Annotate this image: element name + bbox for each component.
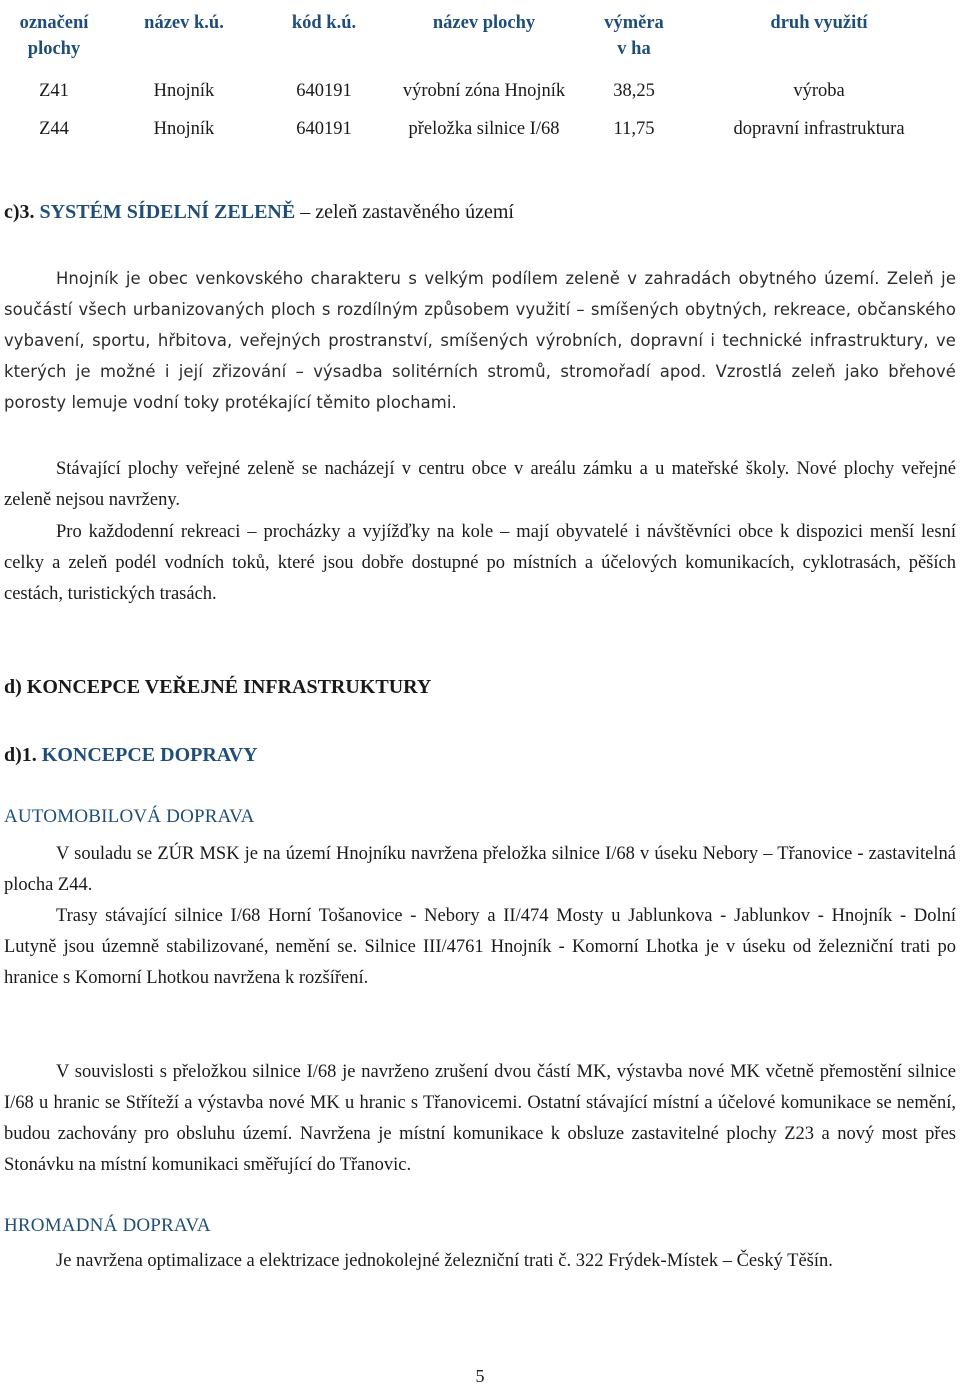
table-cell: 11,75 [613,118,655,139]
heading-title: KONCEPCE DOPRAVY [41,744,258,766]
table-cell: výrobní zóna Hnojník [402,80,566,101]
subheading-automobilova: AUTOMOBILOVÁ DOPRAVA [4,806,255,827]
table-cell: 640191 [296,118,352,139]
paragraph: V souvislosti s přeložkou silnice I/68 je navrženo zrušení dvou částí MK, výstavba nové MK včetně přemostění silnice I/68 u hranic se Stříteží a výstavba nové MK u hranic s Třanovicemi. Ostatní stávající místní a účelové komunikace se nemění, budou zachovány pro obsluhu území. Navržena je místní komunikace k obsluze zastavitelné plochy Z23 a nový most přes Stonávku na místní komunikaci směřující do Třanovic. [4,1062,956,1175]
table-cell: výroba [793,80,845,101]
table-cell: přeložka silnice I/68 [408,118,560,139]
table-row [4,110,954,148]
section-heading-d: d) KONCEPCE VEŘEJNÉ INFRASTRUKTURY [4,676,432,698]
paragraph: Trasy stávající silnice I/68 Horní Tošanovice - Nebory a II/474 Mosty u Jablunkova - Jablunkov - Hnojník - Dolní Lutyně jsou územně stabilizované, nemění se. Silnice III/4761 Hnojník - Komorní Lhotka je v úseku od železniční trati po hranice s Komorní Lhotkou navržena k rozšíření. [4,906,956,988]
paragraph: Pro každodenní rekreaci – procházky a vyjížďky na kole – mají obyvatelé i návštěvníci obce k dispozici menší lesní celky a zeleň podél vodních toků, které jsou dobře dostupné po místních a účelových komunikacích, cyklotrasách, pěších cestách, turistických trasách. [4,522,956,604]
paragraph: V souladu se ZÚR MSK je na území Hnojníku navržena přeložka silnice I/68 v úseku Nebory – Třanovice - zastavitelná plocha Z44. [4,844,956,895]
table-cell: 640191 [296,80,352,101]
table-cell: 38,25 [613,80,655,101]
table-cell: Hnojník [153,80,215,101]
areas-table [4,4,954,148]
heading-prefix: c)3. [4,201,40,223]
column-header: druh využití [770,13,868,33]
page-number: 5 [475,1366,485,1386]
paragraph: Stávající plochy veřejné zeleně se nacházejí v centru obce v areálu zámku a u mateřské školy. Nové plochy veřejné zeleně nejsou navrženy. [4,459,956,510]
table-cell: Z44 [39,118,69,139]
paragraph: Hnojník je obec venkovského charakteru s velkým podílem zeleně v zahradách obytného území. Zeleň je součástí všech urbanizovaných ploch s rozdílným způsobem využití – smíšených obytných, rekreace, občanského vybavení, sportu, hřbitova, veřejných prostranství, smíšených výrobních, dopravní i technické infrastruktury, ve kterých je možné i její zřizování – výsadba solitérních stromů, stromořadí apod. Vzrostlá zeleň jako břehové porosty lemuje vodní toky protékající těmito plochami. [4,269,956,412]
column-header: název plochy [432,13,536,33]
table-header-row [4,4,954,62]
column-header: výměra v ha [604,13,664,59]
table-row [4,62,954,110]
column-header: označení plochy [19,13,89,59]
table-cell: Hnojník [153,118,215,139]
section-heading-d1 [4,744,956,767]
column-header: název k.ú. [144,13,224,33]
heading-subtitle: – zeleň zastavěného území [295,201,514,223]
column-header: kód k.ú. [291,13,357,33]
table-cell: Z41 [39,80,69,101]
section-heading-c3 [4,201,956,224]
heading-title: SYSTÉM SÍDELNÍ ZELENĚ [39,201,296,223]
heading-prefix: d)1. [4,744,42,766]
subheading-hromadna: HROMADNÁ DOPRAVA [4,1215,211,1236]
paragraph: Je navržena optimalizace a elektrizace jednokolejné železniční trati č. 322 Frýdek-Místek – Český Těšín. [56,1251,833,1271]
table-cell: dopravní infrastruktura [733,118,905,139]
